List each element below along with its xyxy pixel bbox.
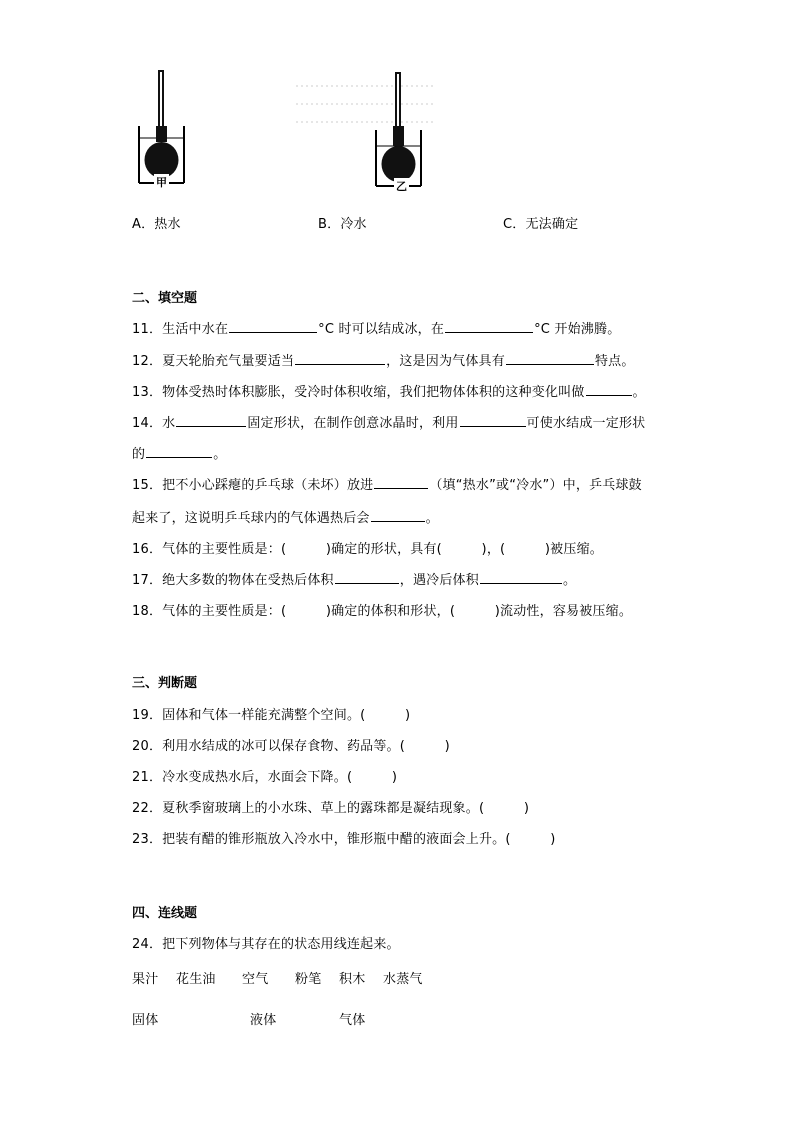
question-12: 12．夏天轮胎充气量要适当 ，这是因为气体具有 特点。 bbox=[132, 354, 635, 369]
match-item-chalk: 粉笔 bbox=[295, 972, 322, 987]
question-14-cont: 的 。 bbox=[132, 447, 227, 462]
flask-in-beaker-icon bbox=[294, 68, 444, 198]
match-item-air: 空气 bbox=[242, 972, 269, 987]
question-19: 19．固体和气体一样能充满整个空间。( ) bbox=[132, 708, 411, 723]
section-judge-title: 三、判断题 bbox=[132, 676, 198, 691]
option-a: A．热水 bbox=[132, 217, 181, 232]
question-15: 15．把不小心踩瘪的乒乓球（未坏）放进 （填“热水”或“冷水”）中，乒乓球鼓 bbox=[132, 478, 642, 493]
question-17: 17．绝大多数的物体在受热后体积 ，遇冷后体积 。 bbox=[132, 573, 577, 588]
question-11: 11．生活中水在 °C 时可以结成冰，在 °C 开始沸腾。 bbox=[132, 322, 621, 337]
match-item-blocks: 积木 bbox=[339, 972, 366, 987]
question-24: 24．把下列物体与其存在的状态用线连起来。 bbox=[132, 937, 400, 952]
question-14: 14．水 固定形状，在制作创意冰晶时，利用 可使水结成一定形状 bbox=[132, 416, 646, 431]
section-fill-title: 二、填空题 bbox=[132, 291, 198, 306]
match-state-solid: 固体 bbox=[132, 1013, 159, 1028]
section-match-title: 四、连线题 bbox=[132, 906, 198, 921]
option-c: C．无法确定 bbox=[503, 217, 579, 232]
question-21: 21．冷水变成热水后，水面会下降。( ) bbox=[132, 770, 398, 785]
figure-label-jia: 甲 bbox=[156, 176, 167, 189]
question-18: 18．气体的主要性质是：( )确定的体积和形状，( )流动性，容易被压缩。 bbox=[132, 604, 633, 619]
question-22: 22．夏秋季窗玻璃上的小水珠、草上的露珠都是凝结现象。( ) bbox=[132, 801, 530, 816]
question-23: 23．把装有醋的锥形瓶放入冷水中，锥形瓶中醋的液面会上升。( ) bbox=[132, 832, 556, 847]
match-item-juice: 果汁 bbox=[132, 972, 159, 987]
question-16: 16．气体的主要性质是：( )确定的形状，具有( )，( )被压缩。 bbox=[132, 542, 603, 557]
flask-figure-jia bbox=[136, 68, 188, 193]
flask-figure-yi bbox=[294, 68, 444, 198]
question-20: 20．利用水结成的冰可以保存食物、药品等。( ) bbox=[132, 739, 450, 754]
match-item-peanut-oil: 花生油 bbox=[176, 972, 216, 987]
figure-label-yi: 乙 bbox=[396, 180, 407, 193]
option-b: B．冷水 bbox=[318, 217, 367, 232]
match-state-liquid: 液体 bbox=[250, 1013, 277, 1028]
question-15-cont: 起来了，这说明乒乓球内的气体遇热后会 。 bbox=[132, 511, 439, 526]
match-state-gas: 气体 bbox=[339, 1013, 366, 1028]
question-13: 13．物体受热时体积膨胀，受冷时体积收缩，我们把物体体积的这种变化叫做 。 bbox=[132, 385, 646, 400]
match-item-water-vapor: 水蒸气 bbox=[383, 972, 423, 987]
